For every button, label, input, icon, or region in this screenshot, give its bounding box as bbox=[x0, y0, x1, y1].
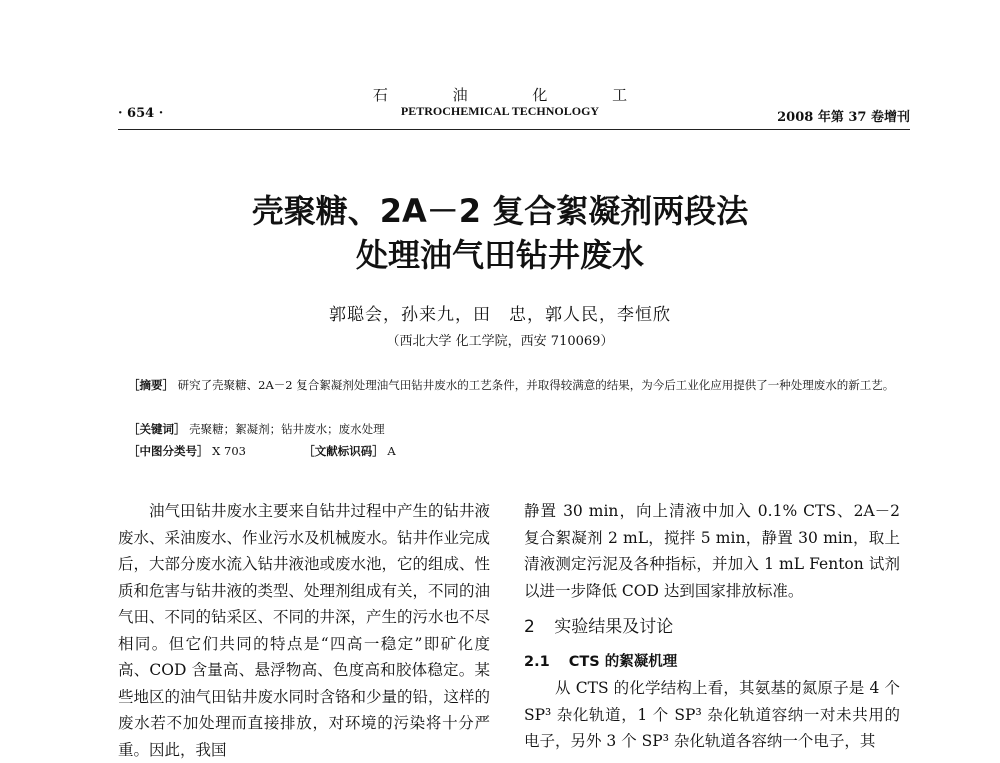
subsection-number: 2.1 bbox=[524, 653, 550, 670]
class-number-label: ［中图分类号］ bbox=[128, 444, 209, 458]
body-column-right bbox=[524, 498, 900, 755]
class-number-value: X 703 bbox=[212, 444, 246, 458]
section-heading bbox=[524, 614, 900, 641]
body-column-left bbox=[118, 498, 490, 763]
keywords-text: 壳聚糖；絮凝剂；钻井废水；废水处理 bbox=[189, 422, 385, 436]
paper-title-line1: 壳聚糖、2A－2 复合絮凝剂两段法 bbox=[251, 192, 749, 230]
doc-code-label: ［文献标识码］ bbox=[303, 444, 384, 458]
section-number: 2 bbox=[524, 617, 535, 637]
body-paragraph: 静置 30 min，向上清液中加入 0.1% CTS、2A－2 复合絮凝剂 2 mL，搅拌 5 min，静置 30 min，取上清液测定污泥及各种指标，并加入 1 mL Fenton 试剂以进一步降低 COD 达到国家排放标准。 bbox=[524, 502, 900, 600]
section-title: 实验结果及讨论 bbox=[554, 617, 674, 637]
authors: 郭聪会，孙来九，田 忠，郭人民，李恒欣 bbox=[329, 305, 671, 325]
subsection-title: CTS 的絮凝机理 bbox=[568, 653, 678, 670]
abstract-label: ［摘要］ bbox=[128, 378, 174, 392]
classification-line bbox=[128, 440, 898, 462]
abstract-text: 研究了壳聚糖、2A－2 复合絮凝剂处理油气田钻井废水的工艺条件，并取得较满意的结果，为今后工业化应用提供了一种处理废水的新工艺。 bbox=[177, 378, 895, 392]
subsection-heading bbox=[524, 649, 900, 676]
journal-title-en: PETROCHEMICAL TECHNOLOGY bbox=[400, 104, 600, 118]
body-paragraph: 从 CTS 的化学结构上看，其氨基的氮原子是 4 个 SP³ 杂化轨道，1 个 SP³ 杂化轨道容纳一对未共用的电子，另外 3 个 SP³ 杂化轨道各容纳一个电子，其 bbox=[524, 679, 900, 750]
header-rule bbox=[118, 129, 910, 130]
keywords bbox=[128, 418, 898, 440]
abstract bbox=[128, 374, 898, 396]
journal-title-cn: 石 油 化 工 bbox=[372, 86, 658, 104]
affiliation: （西北大学 化工学院，西安 710069） bbox=[386, 334, 614, 349]
keywords-label: ［关键词］ bbox=[128, 422, 186, 436]
paper-title-line2: 处理油气田钻井废水 bbox=[355, 236, 644, 274]
issue-info: 2008 年第 37 卷增刊 bbox=[777, 110, 910, 125]
body-paragraph: 油气田钻井废水主要来自钻井过程中产生的钻井液废水、采油废水、作业污水及机械废水。钻井作业完成后，大部分废水流入钻井液池或废水池，它的组成、性质和危害与钻井液的类型、处理剂组成有关，不同的油气田、不同的钻采区、不同的井深，产生的污水也不尽相同。但它们共同的特点是“四高一稳定”即矿化度高、COD 含量高、悬浮物高、色度高和胶体稳定。某些地区的油气田钻井废水同时含铬和少量的铅，这样的废水若不加处理而直接排放，对环境的污染将十分严重。因此，我国 bbox=[118, 502, 491, 759]
doc-code-value: A bbox=[387, 444, 396, 458]
page-number: · 654 · bbox=[118, 106, 164, 121]
